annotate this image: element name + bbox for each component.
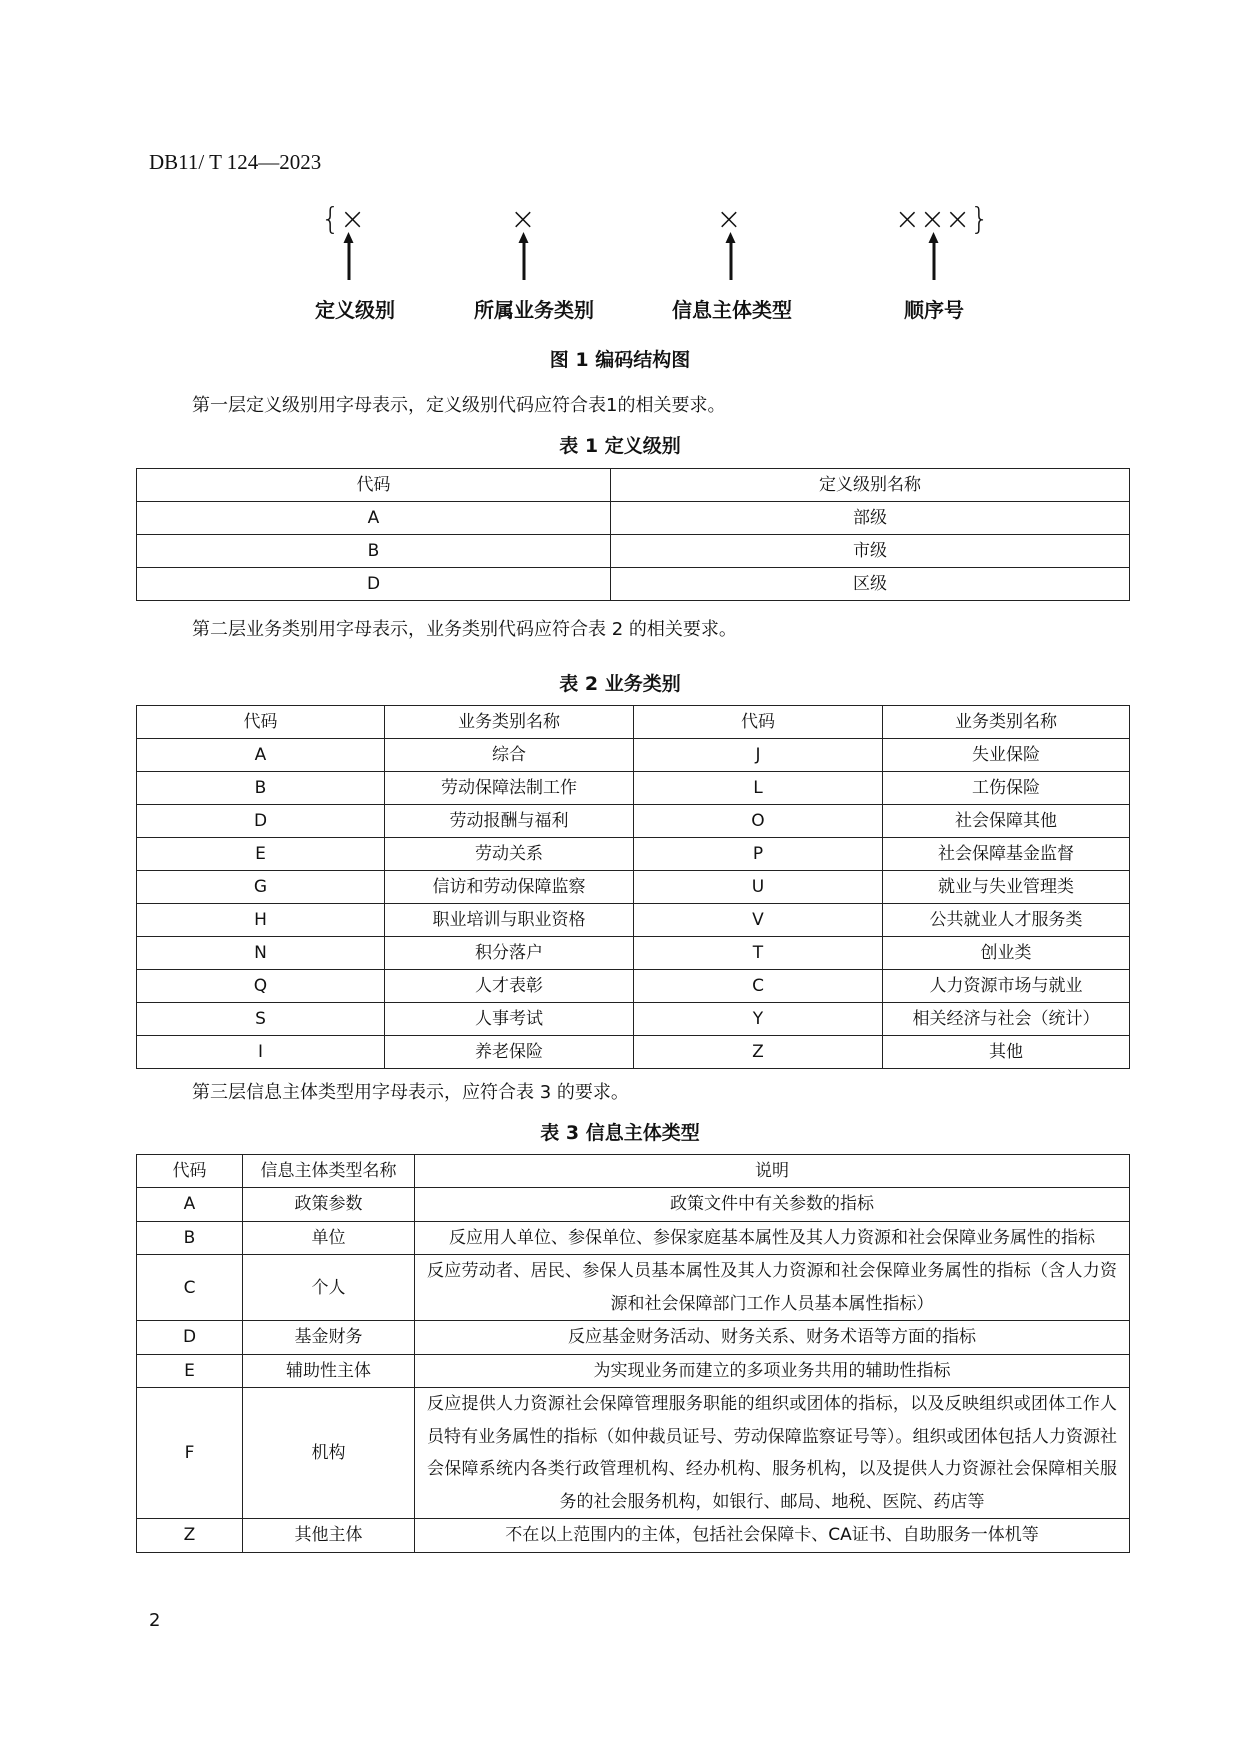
table-cell: 劳动保障法制工作: [385, 772, 634, 805]
table-cell: 劳动关系: [385, 838, 634, 871]
table-cell: H: [137, 904, 385, 937]
table-row: [137, 970, 1130, 1003]
label-business: 所属业务类别: [474, 298, 594, 322]
table-cell: 公共就业人才服务类: [883, 904, 1130, 937]
table-cell: C: [137, 1255, 243, 1321]
table2-caption: 表 2 业务类别: [559, 673, 681, 695]
table-row: [137, 1036, 1130, 1069]
table-cell: 人力资源市场与就业: [883, 970, 1130, 1003]
table-cell: 相关经济与社会（统计）: [883, 1003, 1130, 1036]
column-header: 定义级别名称: [611, 469, 1130, 502]
table-cell: 综合: [385, 739, 634, 772]
table-cell: 其他主体: [243, 1519, 415, 1553]
paragraph: 第二层业务类别用字母表示，业务类别代码应符合表 2 的相关要求。: [192, 619, 737, 640]
table-row: [137, 1388, 1130, 1519]
table-cell: C: [634, 970, 883, 1003]
table-cell: 养老保险: [385, 1036, 634, 1069]
table-cell: 职业培训与职业资格: [385, 904, 634, 937]
table-cell: D: [137, 568, 611, 601]
table2: [136, 705, 1130, 1069]
table-cell: 政策文件中有关参数的指标: [415, 1188, 1130, 1222]
table-cell: B: [137, 535, 611, 568]
table-cell: 人事考试: [385, 1003, 634, 1036]
table-cell: 劳动报酬与福利: [385, 805, 634, 838]
table-row: [137, 838, 1130, 871]
table-row: [137, 535, 1130, 568]
table-cell: A: [137, 1188, 243, 1222]
table-cell: 单位: [243, 1221, 415, 1255]
table3: [136, 1154, 1130, 1553]
table-cell: G: [137, 871, 385, 904]
label-sequence: 顺序号: [904, 298, 964, 322]
table-cell: S: [137, 1003, 385, 1036]
table-header-row: [137, 469, 1130, 502]
paragraph: 第一层定义级别用字母表示，定义级别代码应符合表1的相关要求。: [192, 395, 726, 416]
table-row: [137, 904, 1130, 937]
symbol-subject: ×: [716, 202, 742, 237]
table-row: [137, 772, 1130, 805]
arrow-up-icon: [730, 240, 733, 280]
table-cell: T: [634, 937, 883, 970]
table3-caption: 表 3 信息主体类型: [540, 1122, 700, 1144]
table-cell: 人才表彰: [385, 970, 634, 1003]
symbol-sequence: ×××}: [894, 202, 990, 237]
table-row: [137, 568, 1130, 601]
arrow-up-icon: [348, 240, 351, 280]
table-cell: J: [634, 739, 883, 772]
column-header: 信息主体类型名称: [243, 1155, 415, 1188]
table-cell: E: [137, 838, 385, 871]
arrow-up-icon: [523, 240, 526, 280]
paragraph: 第三层信息主体类型用字母表示，应符合表 3 的要求。: [192, 1082, 629, 1103]
table-cell: 部级: [611, 502, 1130, 535]
table-cell: P: [634, 838, 883, 871]
table-cell: N: [137, 937, 385, 970]
table-cell: 区级: [611, 568, 1130, 601]
table-cell: Y: [634, 1003, 883, 1036]
table-cell: I: [137, 1036, 385, 1069]
table-cell: 其他: [883, 1036, 1130, 1069]
table-cell: 为实现业务而建立的多项业务共用的辅助性指标: [415, 1354, 1130, 1388]
table-row: [137, 1221, 1130, 1255]
page-number: 2: [149, 1610, 161, 1631]
table-row: [137, 502, 1130, 535]
table-row: [137, 805, 1130, 838]
table-cell: A: [137, 739, 385, 772]
table-cell: Z: [634, 1036, 883, 1069]
label-level: 定义级别: [315, 298, 395, 322]
table-cell: 反应基金财务活动、财务关系、财务术语等方面的指标: [415, 1321, 1130, 1355]
symbol-business: ×: [510, 202, 536, 237]
table1-caption: 表 1 定义级别: [559, 435, 681, 457]
table-row: [137, 1519, 1130, 1553]
table-cell: 反应用人单位、参保单位、参保家庭基本属性及其人力资源和社会保障业务属性的指标: [415, 1221, 1130, 1255]
table-row: [137, 1255, 1130, 1321]
table-cell: 辅助性主体: [243, 1354, 415, 1388]
column-header: 代码: [137, 706, 385, 739]
table-cell: 政策参数: [243, 1188, 415, 1222]
table-cell: V: [634, 904, 883, 937]
table-cell: 个人: [243, 1255, 415, 1321]
table-cell: Z: [137, 1519, 243, 1553]
table-row: [137, 1354, 1130, 1388]
table-cell: 社会保障基金监督: [883, 838, 1130, 871]
symbol-level: {×: [320, 202, 366, 237]
table-cell: 工伤保险: [883, 772, 1130, 805]
column-header: 代码: [137, 469, 611, 502]
table-cell: F: [137, 1388, 243, 1519]
table-cell: 不在以上范围内的主体，包括社会保障卡、CA证书、自助服务一体机等: [415, 1519, 1130, 1553]
table-cell: 失业保险: [883, 739, 1130, 772]
table-row: [137, 739, 1130, 772]
table-cell: E: [137, 1354, 243, 1388]
table-row: [137, 1188, 1130, 1222]
table-cell: B: [137, 1221, 243, 1255]
table-cell: 创业类: [883, 937, 1130, 970]
table-cell: A: [137, 502, 611, 535]
table-header-row: [137, 706, 1130, 739]
figure-caption: 图 1 编码结构图: [549, 349, 691, 371]
table-cell: 积分落户: [385, 937, 634, 970]
column-header: 说明: [415, 1155, 1130, 1188]
table-cell: 反应劳动者、居民、参保人员基本属性及其人力资源和社会保障业务属性的指标（含人力资源和社会保障部门工作人员基本属性指标）: [415, 1255, 1130, 1321]
column-header: 业务类别名称: [883, 706, 1130, 739]
label-subject: 信息主体类型: [672, 298, 792, 322]
table-row: [137, 937, 1130, 970]
table-cell: D: [137, 805, 385, 838]
table-cell: 市级: [611, 535, 1130, 568]
table-cell: L: [634, 772, 883, 805]
table-row: [137, 1321, 1130, 1355]
table-cell: B: [137, 772, 385, 805]
column-header: 代码: [137, 1155, 243, 1188]
document-id: DB11/ T 124—2023: [149, 150, 322, 174]
table-cell: 反应提供人力资源社会保障管理服务职能的组织或团体的指标，以及反映组织或团体工作人员特有业务属性的指标（如仲裁员证号、劳动保障监察证号等）。组织或团体包括人力资源社会保障系统内各类行政管理机构、经办机构、服务机构，以及提供人力资源社会保障相关服务的社会服务机构，如银行、邮局、地税、医院、药店等: [415, 1388, 1130, 1519]
table-cell: D: [137, 1321, 243, 1355]
table-cell: 信访和劳动保障监察: [385, 871, 634, 904]
column-header: 业务类别名称: [385, 706, 634, 739]
table-cell: O: [634, 805, 883, 838]
table-cell: 机构: [243, 1388, 415, 1519]
table-cell: U: [634, 871, 883, 904]
table-header-row: [137, 1155, 1130, 1188]
arrow-up-icon: [933, 240, 936, 280]
table-row: [137, 1003, 1130, 1036]
table-cell: 就业与失业管理类: [883, 871, 1130, 904]
table-cell: Q: [137, 970, 385, 1003]
table-row: [137, 871, 1130, 904]
table1: [136, 468, 1130, 601]
table-cell: 基金财务: [243, 1321, 415, 1355]
table-cell: 社会保障其他: [883, 805, 1130, 838]
column-header: 代码: [634, 706, 883, 739]
